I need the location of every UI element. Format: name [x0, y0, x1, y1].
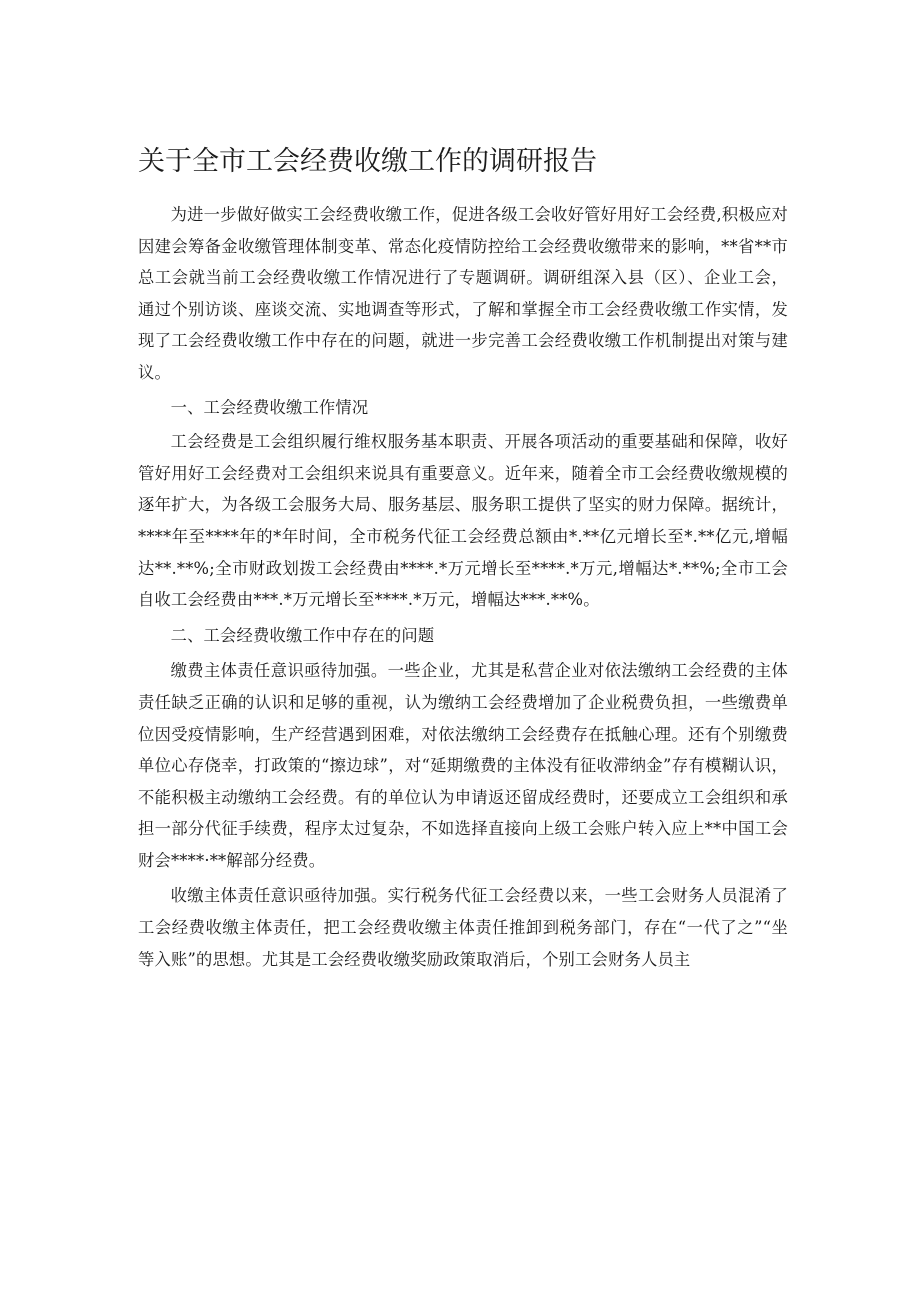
document-body [138, 199, 788, 975]
section-2-paragraph-1: 缴费主体责任意识亟待加强。一些企业，尤其是私营企业对依法缴纳工会经费的主体责任缺乏正确的认识和足够的重视，认为缴纳工会经费增加了企业税费负担，一些缴费单位因受疫情影响，生产经营遇到困难，对依法缴纳工会经费存在抵触心理。还有个别缴费单位心存侥幸，打政策的“擦边球”，对“延期缴费的主体没有征收滞纳金”存有模糊认识，不能积极主动缴纳工会经费。有的单位认为申请返还留成经费时，还要成立工会组织和承担一部分代征手续费，程序太过复杂，不如选择直接向上级工会账户转入应上**中国工会财会****·**解部分经费。 [138, 661, 788, 870]
document-title: 关于全市工会经费收缴工作的调研报告 [138, 146, 597, 177]
section-heading-2: 二、工会经费收缴工作中存在的问题 [170, 625, 435, 645]
section-2-paragraph-2: 收缴主体责任意识亟待加强。实行税务代征工会经费以来，一些工会财务人员混淆了工会经费收缴主体责任，把工会经费收缴主体责任推卸到税务部门，存在“一代了之”“坐等入账”的思想。尤其是工会经费收缴奖励政策取消后，个别工会财务人员主 [138, 886, 788, 969]
intro-paragraph: 为进一步做好做实工会经费收缴工作，促进各级工会收好管好用好工会经费,积极应对因建会筹备金收缴管理体制变革、常态化疫情防控给工会经费收缴带来的影响，**省**市总工会就当前工会经费收缴工作情况进行了专题调研。调研组深入县（区）、企业工会，通过个别访谈、座谈交流、实地调查等形式，了解和掌握全市工会经费收缴工作实情，发现了工会经费收缴工作中存在的问题，就进一步完善工会经费收缴工作机制提出对策与建议。 [138, 205, 788, 382]
section-heading-1: 一、工会经费收缴工作情况 [170, 397, 369, 417]
section-1-paragraph: 工会经费是工会组织履行维权服务基本职责、开展各项活动的重要基础和保障，收好管好用好工会经费对工会组织来说具有重要意义。近年来，随着全市工会经费收缴规模的逐年扩大，为各级工会服务大局、服务基层、服务职工提供了坚实的财力保障。据统计，****年至****年的*年时间，全市税务代征工会经费总额由*.**亿元增长至*.**亿元,增幅达**.**%;全市财政划拨工会经费由****.*万元增长至****.*万元,增幅达*.**%;全市工会自收工会经费由***.*万元增长至****.*万元，增幅达***.**%。 [138, 432, 788, 610]
